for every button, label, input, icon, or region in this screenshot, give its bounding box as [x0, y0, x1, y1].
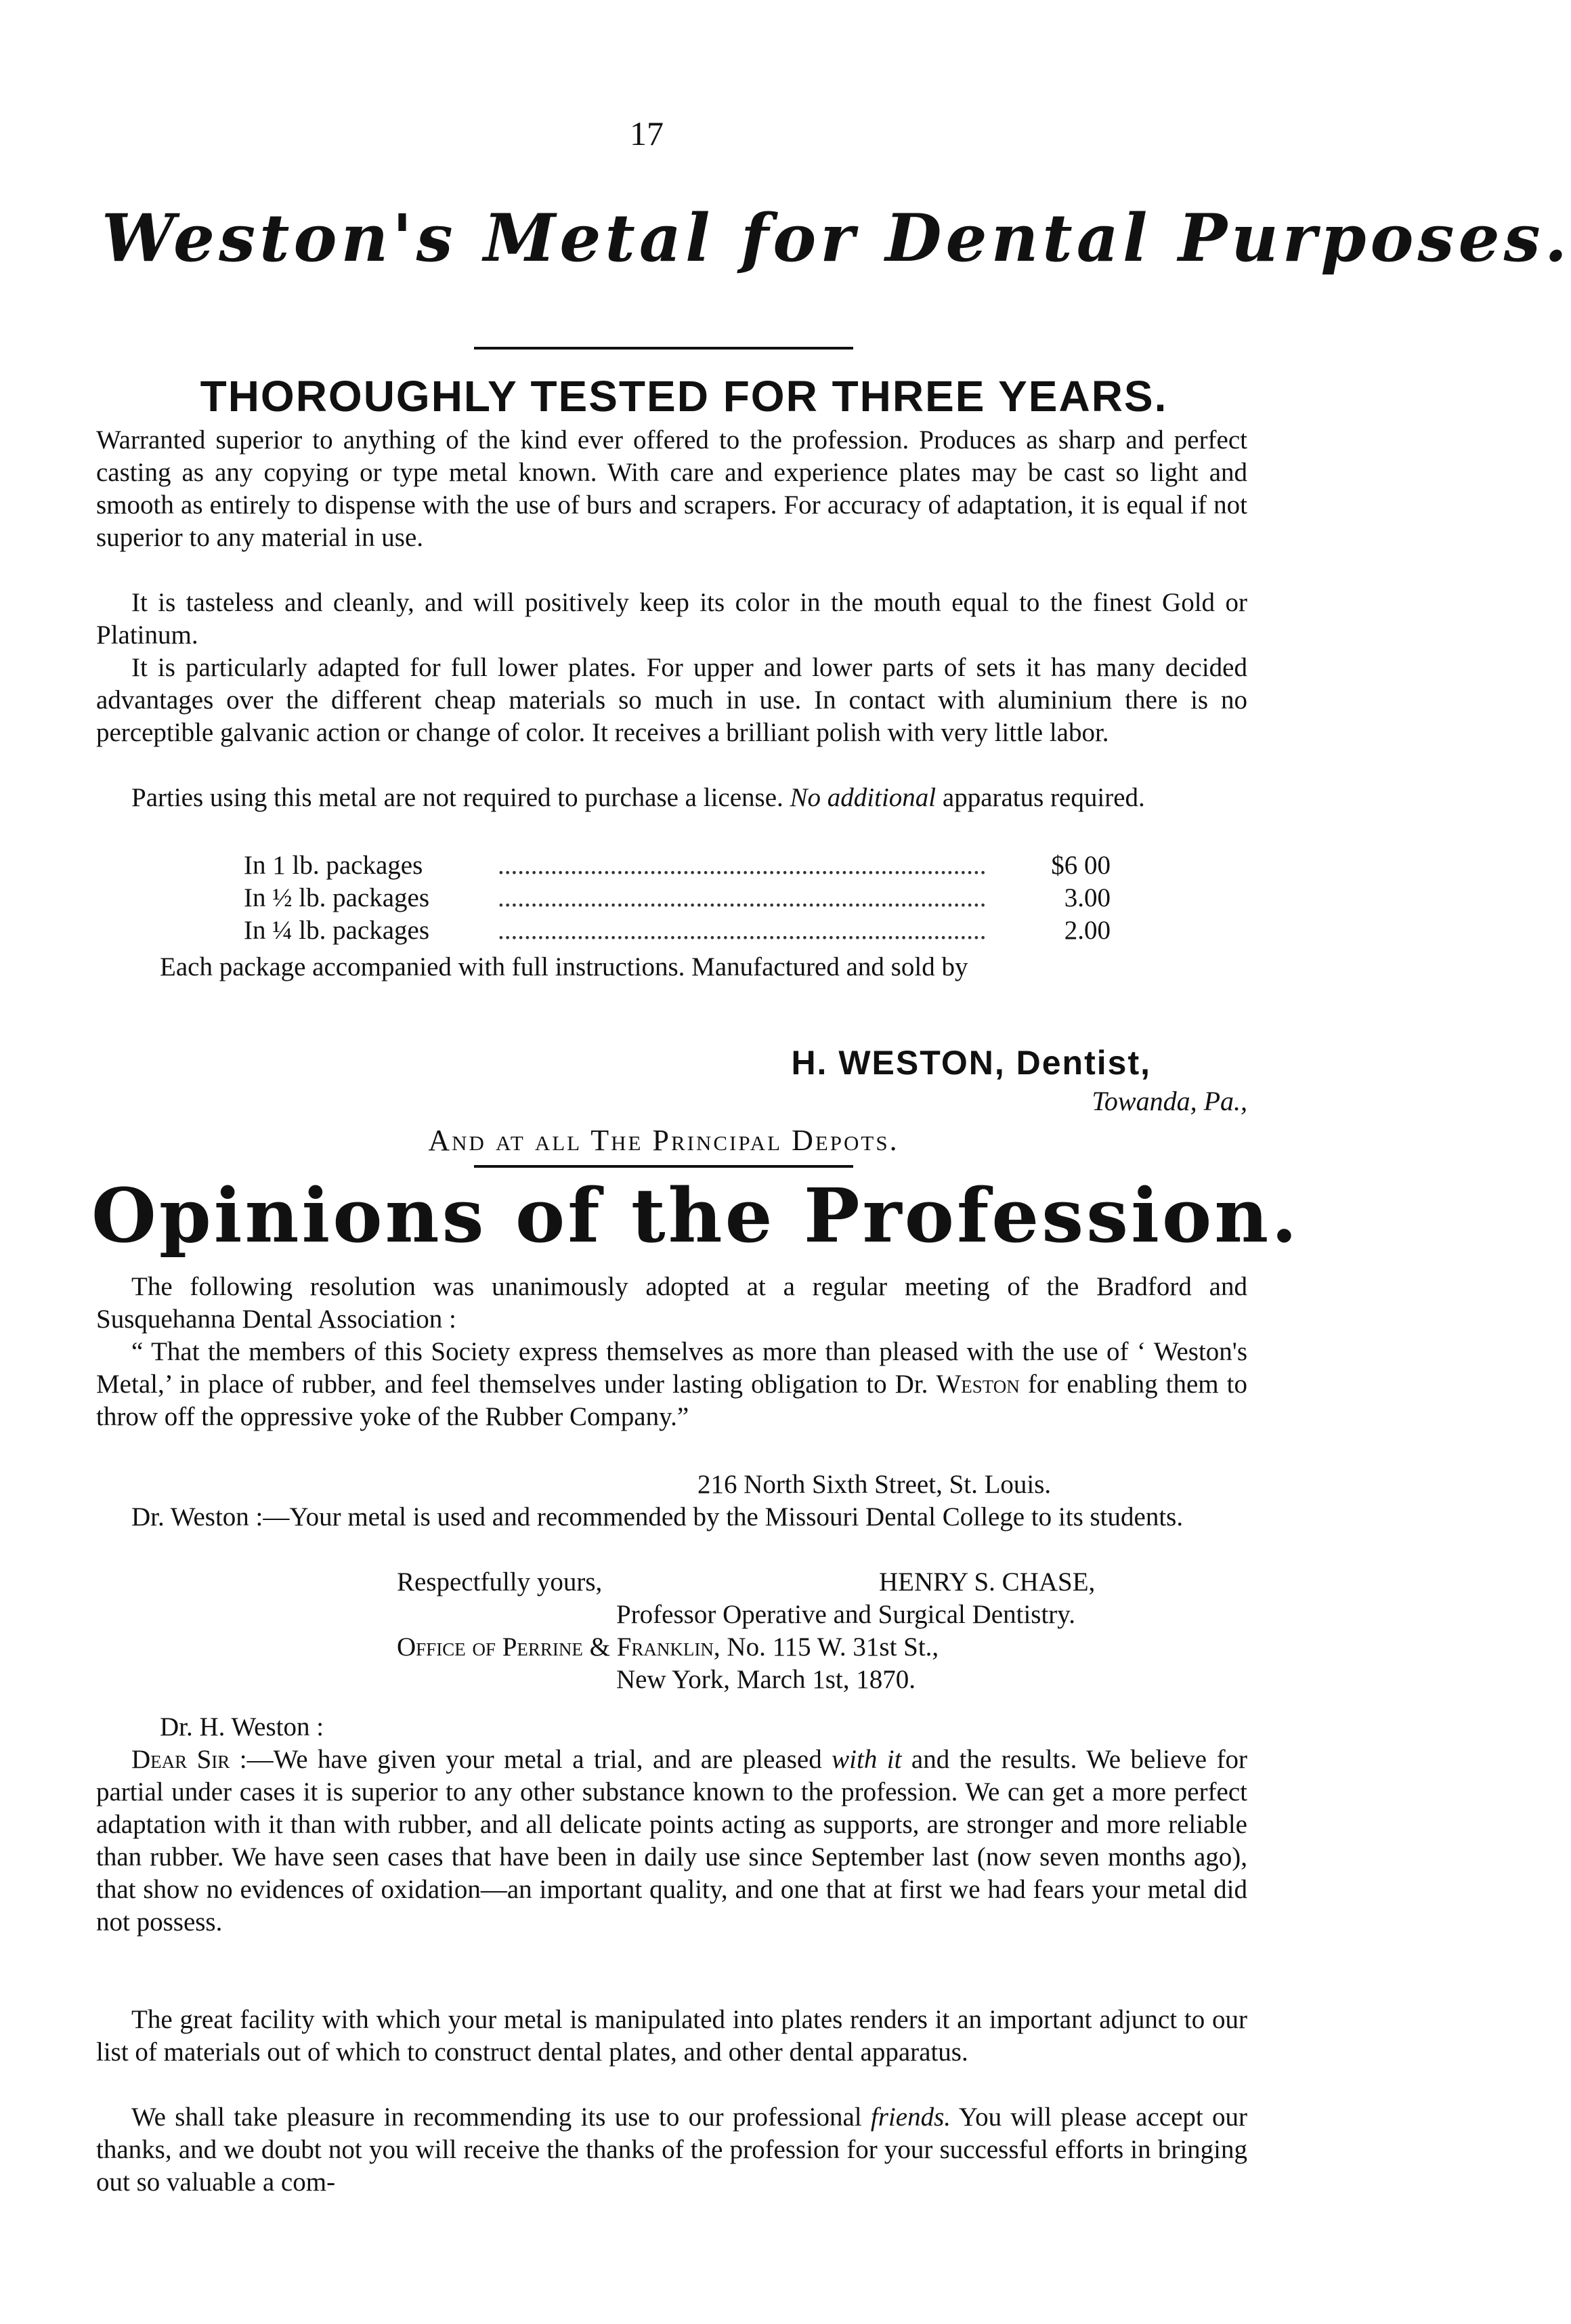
perrine-address: No. 115 W. 31st St., [727, 1632, 939, 1662]
resolution-quote [96, 1336, 1247, 1433]
chase-address: 216 North Sixth Street, St. Louis. [697, 1470, 1052, 1499]
perrine-date: New York, March 1st, 1870. [616, 1665, 916, 1694]
price-leader-dots: .......................................................................... [498, 883, 987, 912]
resolution-weston-name: Weston [936, 1370, 1020, 1399]
section-divider [474, 1165, 853, 1168]
perrine-p1-text: :—We have given your metal a trial, and are pleased [239, 1745, 822, 1774]
price-label: In 1 lb. packages [244, 851, 423, 880]
perrine-paragraph-2 [96, 2004, 1247, 2069]
perrine-p1-text-cont: and the results. We believe for partial under cases it is superior to any other substance known to the profession. We can get a more perfect adaptation with it than with rubber, and all delicate points acting as supports, are stronger and more reliable than rubber. We have seen cases that have been in daily use since September last (now seven months ago), that show no evidences of oxidation—an important quality, and one that at first we had fears your metal did not possess. [96, 1745, 1248, 1937]
price-value: 2.00 [1064, 916, 1111, 945]
chase-title: Professor Operative and Surgical Dentistry. [616, 1600, 1076, 1629]
perrine-p3-emphasis: friends. [870, 2103, 951, 2132]
perrine-paragraph-3 [96, 2101, 1247, 2199]
page-number: 17 [630, 114, 664, 152]
perrine-paragraph-1 [96, 1744, 1247, 1939]
instructions-line: Each package accompanied with full instructions. Manufactured and sold by [160, 952, 968, 981]
price-label: In ¼ lb. packages [244, 916, 429, 945]
paragraph-warranted [96, 424, 1247, 554]
perrine-salutation: Dr. H. Weston : [160, 1712, 324, 1741]
perrine-office [397, 1631, 939, 1664]
license-apparatus-text: apparatus required. [942, 783, 1145, 812]
perrine-dear-sir: Dear Sir [131, 1745, 230, 1774]
page-title: Weston's Metal for Dental Purposes. [102, 200, 1571, 276]
price-value: 3.00 [1064, 883, 1111, 912]
paragraph-warranted-text: Warranted superior to anything of the kind ever offered to the profession. Produces as sharp and perfect casting as any copying or type metal known. With care and experience plates may be cast so light and smooth as entirely to dispense with the use of burs and scrapers. For accuracy of adaptation, it is equal if not superior to any material in use. [96, 425, 1247, 552]
price-list [0, 849, 1381, 951]
resolution-quote-end: for enabling them to throw off the oppressive yoke of the Rubber Company.” [96, 1370, 1248, 1431]
price-value: $6 00 [1051, 851, 1111, 880]
manufacturer-place: Towanda, Pa., [1092, 1086, 1247, 1116]
price-leader-dots: .......................................................................... [498, 916, 987, 945]
paragraph-adapted [96, 652, 1247, 749]
manufacturer-name: H. WESTON, Dentist, [791, 1044, 1151, 1082]
paragraph-adapted-text: It is particularly adapted for full lower plates. For upper and lower parts of sets it has many decided advantages over the different cheap materials so much in use. In contact with aluminium there is no perceptible galvanic action or change of color. It receives a brilliant polish with very little labor. [96, 653, 1247, 747]
price-leader-dots: .......................................................................... [498, 851, 987, 880]
perrine-office-name: Office of Perrine & Franklin, [397, 1632, 720, 1662]
paragraph-license [96, 782, 1247, 814]
depots-line: And at all The Principal Depots. [428, 1124, 899, 1157]
license-additional-text: No additional [790, 783, 937, 812]
paragraph-tasteless [96, 587, 1247, 652]
opinions-heading: Opinions of the Profession. [91, 1172, 1300, 1259]
chase-closing: Respectfully yours, [397, 1567, 603, 1597]
perrine-p3-text-cont: You will please accept our thanks, and we doubt not you will receive the thanks of the profession for your successful efforts in bringing out so valuable a com- [96, 2103, 1247, 2197]
price-label: In ½ lb. packages [244, 883, 429, 912]
license-text: Parties using this metal are not required to purchase a license. [131, 783, 783, 812]
resolution-intro [96, 1271, 1247, 1336]
subtitle: THOROUGHLY TESTED FOR THREE YEARS. [200, 372, 1168, 421]
title-divider [474, 347, 853, 350]
resolution-quote-text: “ That the members of this Society express themselves as more than pleased with the use of ‘ Weston's Metal,’ in place of rubber, and feel themselves under lasting obligation to Dr. [96, 1337, 1247, 1399]
chase-letter [96, 1501, 1247, 1534]
paragraph-tasteless-text: It is tasteless and cleanly, and will positively keep its color in the mouth equal to the finest Gold or Platinum. [96, 588, 1247, 650]
chase-letter-text: Dr. Weston :—Your metal is used and recommended by the Missouri Dental College to its students. [131, 1502, 1184, 1531]
resolution-intro-text: The following resolution was unanimously adopted at a regular meeting of the Bradford and Susquehanna Dental Association : [96, 1272, 1247, 1334]
chase-name: HENRY S. CHASE, [879, 1567, 1096, 1597]
perrine-p1-emphasis: with it [832, 1745, 902, 1774]
perrine-p2-text: The great facility with which your metal is manipulated into plates renders it an important adjunct to our list of materials out of which to construct dental plates, and other dental apparatus. [96, 2005, 1247, 2067]
perrine-p3-text: We shall take pleasure in recommending its use to our professional [131, 2103, 862, 2132]
